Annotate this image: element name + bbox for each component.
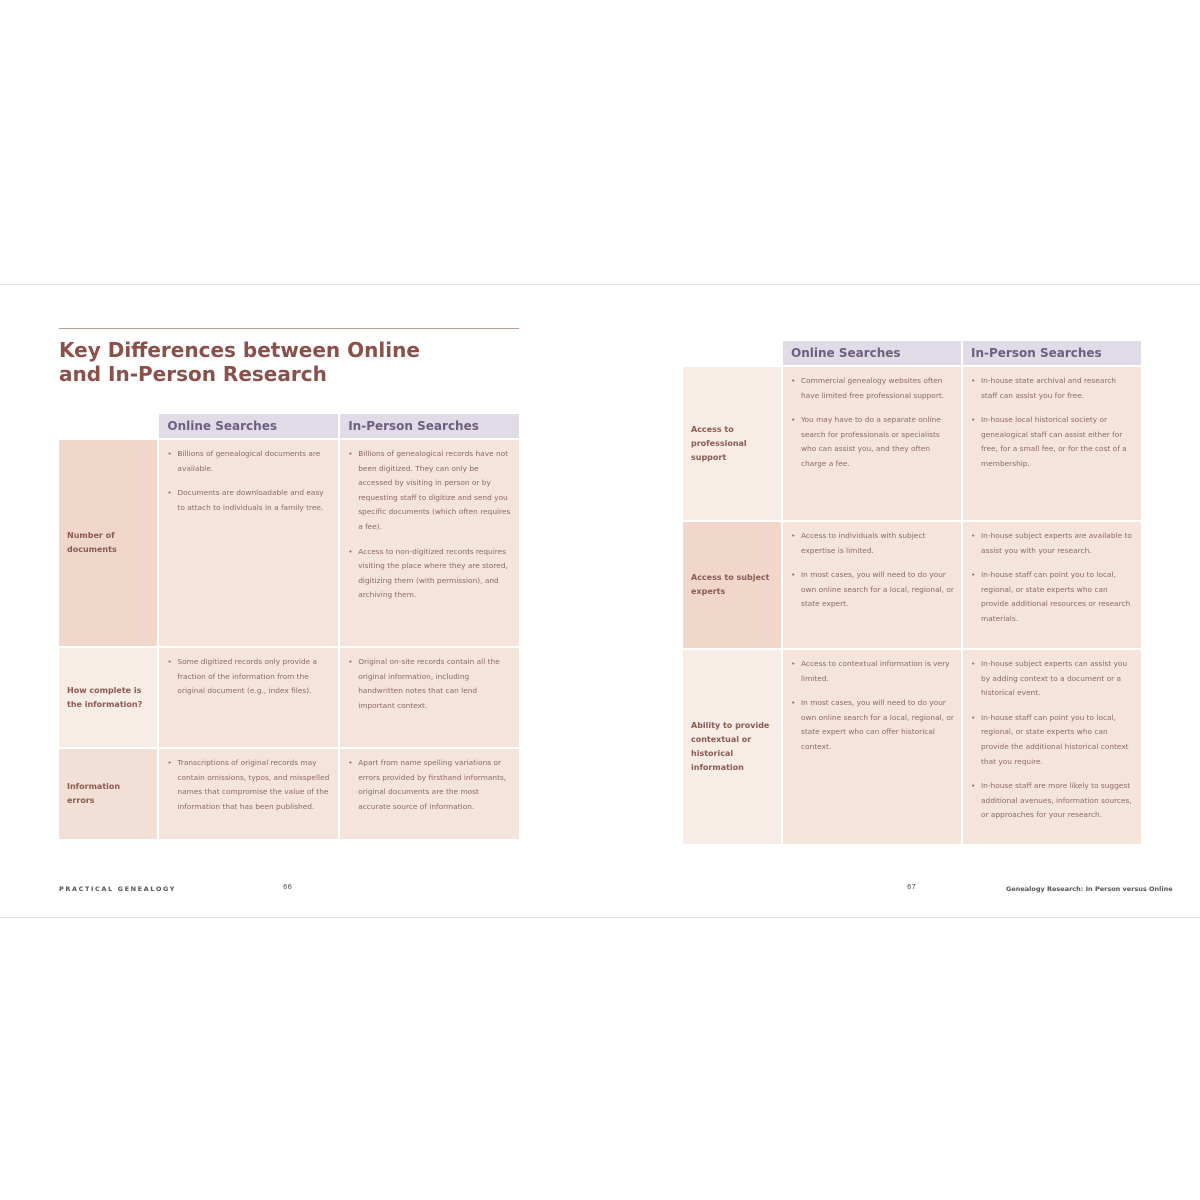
row-label: How complete is the information? xyxy=(59,648,157,747)
bullet-item: • Documents are downloadable and easy to attach to individuals in a family tree. xyxy=(167,486,331,515)
online-cell xyxy=(783,522,961,648)
bullet-item: • In most cases, you will need to do your own online search for a local, regional, or state expert who can offer historical context. xyxy=(791,696,954,754)
footer-page-number-right: 67 xyxy=(907,883,916,891)
row-label: Ability to provide contextual or historical information xyxy=(683,650,781,844)
bullet-item: • Billions of genealogical records have not been digitized. They can only be accessed by visiting in person or by requesting staff to digitize and send you specific documents (which often requires a fee). xyxy=(348,447,512,535)
row-label: Access to professional support xyxy=(683,367,781,520)
in-person-cell xyxy=(963,650,1141,844)
table-row xyxy=(59,648,519,747)
bullet-item: • In-house staff can point you to local, regional, or state experts who can provide additional resources or research materials. xyxy=(971,568,1134,626)
page-title xyxy=(59,338,519,386)
row-label: Information errors xyxy=(59,749,157,839)
title-rule xyxy=(59,328,519,329)
bullet-item: • In most cases, you will need to do your own online search for a local, regional, or state expert. xyxy=(791,568,954,612)
online-cell xyxy=(159,648,338,747)
bullet-item: • In-house state archival and research staff can assist you for free. xyxy=(971,374,1134,403)
page-title-line-1: Key Differences between Online xyxy=(59,338,420,362)
bullet-item: • Access to non-digitized records requires visiting the place where they are stored, digitizing them (with permission), and archiving them. xyxy=(348,545,512,603)
row-label: Number of documents xyxy=(59,440,157,646)
comparison-table-left xyxy=(57,412,521,841)
table-corner xyxy=(683,341,781,365)
page-title-line-2: and In-Person Research xyxy=(59,362,327,386)
column-header-online: Online Searches xyxy=(159,414,338,438)
row-label: Access to subject experts xyxy=(683,522,781,648)
column-header-online: Online Searches xyxy=(783,341,961,365)
in-person-cell xyxy=(340,749,519,839)
table-row xyxy=(59,749,519,839)
in-person-cell xyxy=(340,440,519,646)
online-cell xyxy=(159,440,338,646)
bullet-item: • In-house staff are more likely to suggest additional avenues, information sources, or approaches for your research. xyxy=(971,779,1134,823)
in-person-cell xyxy=(963,367,1141,520)
bullet-item: • In-house subject experts are available to assist you with your research. xyxy=(971,529,1134,558)
footer-book-title: PRACTICAL GENEALOGY xyxy=(59,885,177,893)
bullet-item: • Access to individuals with subject expertise is limited. xyxy=(791,529,954,558)
bullet-item: • Transcriptions of original records may contain omissions, typos, and misspelled names that compromise the value of the information that has been published. xyxy=(167,756,331,814)
bullet-item: • In-house local historical society or genealogical staff can assist either for free, for a small fee, or for the cost of a membership. xyxy=(971,413,1134,471)
in-person-cell xyxy=(963,522,1141,648)
bullet-item: • Billions of genealogical documents are available. xyxy=(167,447,331,476)
footer-page-number-left: 66 xyxy=(283,883,292,891)
bullet-item: • Original on-site records contain all the original information, including handwritten notes that can lend important context. xyxy=(348,655,512,713)
online-cell xyxy=(783,367,961,520)
column-header-in-person: In-Person Searches xyxy=(963,341,1141,365)
table-row xyxy=(59,440,519,646)
bullet-item: • Some digitized records only provide a fraction of the information from the original document (e.g., index files). xyxy=(167,655,331,699)
online-cell xyxy=(783,650,961,844)
bullet-item: • Access to contextual information is very limited. xyxy=(791,657,954,686)
column-header-in-person: In-Person Searches xyxy=(340,414,519,438)
bullet-item: • Apart from name spelling variations or errors provided by firsthand informants, original documents are the most accurate source of information. xyxy=(348,756,512,814)
table-row xyxy=(683,650,1141,844)
bullet-item: • Commercial genealogy websites often have limited free professional support. xyxy=(791,374,954,403)
bullet-item: • You may have to do a separate online search for professionals or specialists who can assist you, and they often charge a fee. xyxy=(791,413,954,471)
table-row xyxy=(683,367,1141,520)
bullet-item: • In-house subject experts can assist you by adding context to a document or a historical event. xyxy=(971,657,1134,701)
table-row xyxy=(683,522,1141,648)
bullet-item: • In-house staff can point you to local, regional, or state experts who can provide the additional historical context that you require. xyxy=(971,711,1134,769)
online-cell xyxy=(159,749,338,839)
in-person-cell xyxy=(340,648,519,747)
footer-chapter-title: Genealogy Research: In Person versus Online xyxy=(1006,885,1173,893)
comparison-table-right xyxy=(681,339,1143,846)
table-corner xyxy=(59,414,157,438)
